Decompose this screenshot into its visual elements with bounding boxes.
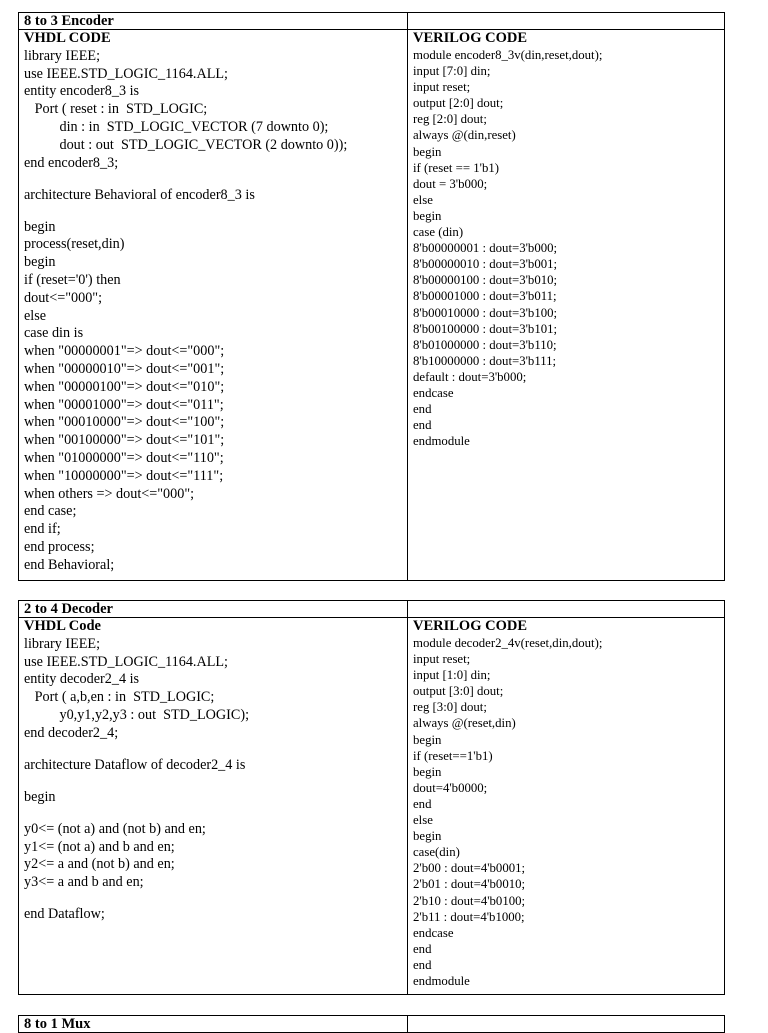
- code-line: default : dout=3'b000;: [413, 369, 527, 384]
- code-line: process(reset,din): [24, 236, 125, 253]
- code-line: begin: [24, 788, 56, 805]
- verilog-heading: VERILOG CODE: [413, 30, 528, 46]
- vhdl-code-cell: [19, 618, 408, 995]
- verilog-code-cell: [408, 618, 725, 995]
- section-title-empty-cell: [408, 601, 725, 618]
- code-line: library IEEE;: [24, 47, 101, 64]
- code-line: case (din): [413, 225, 464, 240]
- code-line: when "01000000"=> dout<="110";: [24, 449, 224, 466]
- section-title-empty-cell: [408, 1016, 725, 1033]
- code-line: 8'b00000100 : dout=3'b010;: [413, 273, 558, 288]
- code-line: 2'b10 : dout=4'b0100;: [413, 893, 526, 908]
- code-line: y0,y1,y2,y3 : out STD_LOGIC);: [24, 706, 250, 723]
- section-title: 8 to 1 Mux: [19, 1016, 408, 1033]
- code-line: y2<= a and (not b) and en;: [24, 856, 175, 873]
- code-line: when "00010000"=> dout<="100";: [24, 414, 225, 431]
- verilog-code-lines: [413, 47, 719, 449]
- vhdl-code-lines: [24, 636, 402, 924]
- code-line: 8'b00010000 : dout=3'b100;: [413, 305, 558, 320]
- code-line: module decoder2_4v(reset,din,dout);: [413, 636, 603, 650]
- code-line: always @(din,reset): [413, 128, 516, 143]
- code-line: reg [2:0] dout;: [413, 112, 487, 127]
- code-line: y1<= (not a) and b and en;: [24, 838, 175, 855]
- code-line: end: [413, 941, 432, 956]
- code-line: begin: [413, 144, 442, 159]
- code-line: output [3:0] dout;: [413, 684, 504, 699]
- code-line: when "00000100"=> dout<="010";: [24, 378, 225, 395]
- code-line: library IEEE;: [24, 635, 101, 652]
- code-line: architecture Dataflow of decoder2_4 is: [24, 756, 246, 773]
- code-line: output [2:0] dout;: [413, 96, 504, 111]
- code-line: 2'b11 : dout=4'b1000;: [413, 909, 525, 924]
- code-line: if (reset='0') then: [24, 271, 121, 288]
- code-line: end: [413, 796, 432, 811]
- code-line: [24, 204, 402, 218]
- code-line: use IEEE.STD_LOGIC_1164.ALL;: [24, 65, 228, 82]
- code-line: input [1:0] din;: [413, 668, 491, 683]
- code-line: y0<= (not a) and (not b) and en;: [24, 820, 206, 837]
- code-line: when "00001000"=> dout<="011";: [24, 396, 224, 413]
- code-line: else: [413, 192, 433, 207]
- code-line: when "00100000"=> dout<="101";: [24, 432, 225, 449]
- code-line: entity decoder2_4 is: [24, 671, 140, 688]
- code-line: end decoder2_4;: [24, 724, 119, 741]
- code-line: end: [413, 402, 432, 417]
- vhdl-heading: VHDL Code: [24, 618, 101, 634]
- code-line: end encoder8_3;: [24, 154, 119, 171]
- code-line: endcase: [413, 385, 454, 400]
- code-line: input [7:0] din;: [413, 64, 491, 79]
- code-line: input reset;: [413, 80, 471, 95]
- code-line: when "00000001"=> dout<="000";: [24, 343, 225, 360]
- code-line: dout : out STD_LOGIC_VECTOR (2 downto 0));: [24, 136, 348, 153]
- vhdl-heading: VHDL CODE: [24, 30, 111, 46]
- code-line: 8'b01000000 : dout=3'b110;: [413, 337, 557, 352]
- code-line: end if;: [24, 521, 61, 538]
- code-line: endmodule: [413, 973, 470, 988]
- section-title: 8 to 3 Encoder: [19, 13, 408, 30]
- code-line: [24, 743, 402, 757]
- section-encoder: [18, 12, 725, 581]
- code-line: [24, 892, 402, 906]
- code-line: if (reset==1'b1): [413, 748, 493, 763]
- code-line: Port ( reset : in STD_LOGIC;: [24, 101, 208, 118]
- code-line: Port ( a,b,en : in STD_LOGIC;: [24, 689, 215, 706]
- code-line: when "10000000"=> dout<="111";: [24, 467, 224, 484]
- code-line: input reset;: [413, 652, 471, 667]
- code-line: begin: [413, 764, 442, 779]
- code-line: 8'b00001000 : dout=3'b011;: [413, 289, 557, 304]
- code-line: when others => dout<="000";: [24, 485, 195, 502]
- section-title: 2 to 4 Decoder: [19, 601, 408, 618]
- code-line: always @(reset,din): [413, 716, 516, 731]
- code-line: [24, 775, 402, 789]
- encoder-table: [18, 12, 725, 581]
- code-line: case(din): [413, 845, 460, 860]
- section-decoder: [18, 600, 725, 995]
- code-line: 2'b00 : dout=4'b0001;: [413, 861, 526, 876]
- code-line: end: [413, 957, 432, 972]
- code-line: use IEEE.STD_LOGIC_1164.ALL;: [24, 653, 228, 670]
- decoder-table: [18, 600, 725, 995]
- code-line: 2'b01 : dout=4'b0010;: [413, 877, 526, 892]
- vhdl-code-lines: [24, 48, 402, 575]
- code-line: dout=4'b0000;: [413, 780, 488, 795]
- code-line: begin: [413, 732, 442, 747]
- code-line: end process;: [24, 538, 95, 555]
- vhdl-code-cell: [19, 30, 408, 581]
- code-line: begin: [413, 208, 442, 223]
- code-line: endcase: [413, 925, 454, 940]
- verilog-code-cell: [408, 30, 725, 581]
- code-line: end case;: [24, 503, 77, 520]
- verilog-code-lines: [413, 635, 719, 989]
- mux-table: [18, 1015, 725, 1033]
- code-line: y3<= a and b and en;: [24, 874, 144, 891]
- code-line: 8'b10000000 : dout=3'b111;: [413, 353, 557, 368]
- code-line: when "00000010"=> dout<="001";: [24, 360, 225, 377]
- code-line: end Behavioral;: [24, 556, 115, 573]
- code-line: [24, 172, 402, 186]
- code-line: else: [24, 307, 47, 324]
- section-mux: [18, 1015, 725, 1033]
- code-line: architecture Behavioral of encoder8_3 is: [24, 186, 255, 203]
- code-line: else: [413, 813, 433, 828]
- code-line: end Dataflow;: [24, 906, 105, 923]
- code-line: [24, 807, 402, 821]
- code-line: dout<="000";: [24, 289, 103, 306]
- code-line: begin: [413, 829, 442, 844]
- section-title-empty-cell: [408, 13, 725, 30]
- code-line: endmodule: [413, 434, 470, 449]
- code-line: if (reset == 1'b1): [413, 160, 500, 175]
- code-line: begin: [24, 218, 56, 235]
- code-line: begin: [24, 254, 56, 271]
- code-line: dout = 3'b000;: [413, 176, 488, 191]
- code-line: din : in STD_LOGIC_VECTOR (7 downto 0);: [24, 118, 329, 135]
- code-line: end: [413, 418, 432, 433]
- code-line: 8'b00100000 : dout=3'b101;: [413, 321, 558, 336]
- verilog-heading: VERILOG CODE: [413, 618, 528, 634]
- code-line: reg [3:0] dout;: [413, 700, 487, 715]
- code-line: case din is: [24, 325, 84, 342]
- code-line: entity encoder8_3 is: [24, 83, 140, 100]
- code-line: 8'b00000010 : dout=3'b001;: [413, 257, 558, 272]
- code-line: 8'b00000001 : dout=3'b000;: [413, 241, 558, 256]
- code-line: module encoder8_3v(din,reset,dout);: [413, 48, 603, 62]
